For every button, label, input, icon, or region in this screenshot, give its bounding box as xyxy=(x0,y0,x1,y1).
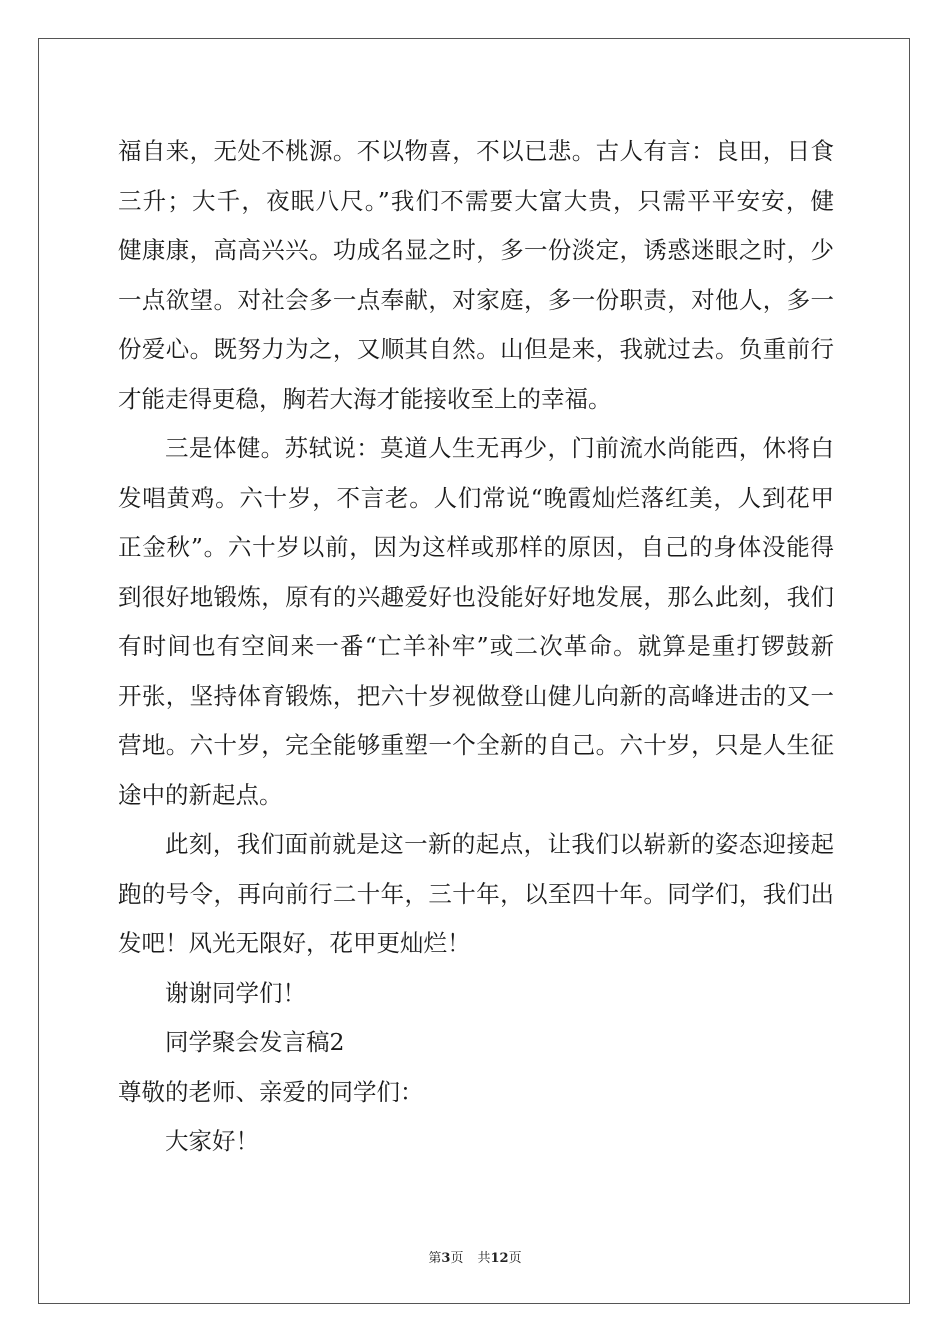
paragraph-line: 正金秋”。六十岁以前，因为这样或那样的原因，自己的身体没能得 xyxy=(118,533,834,561)
paragraph-line: 大家好！ xyxy=(165,1127,259,1155)
total-prefix: 共 xyxy=(477,1251,491,1266)
paragraph-line: 发唱黄鸡。六十岁，不言老。人们常说“晚霞灿烂落红美，人到花甲 xyxy=(118,483,834,512)
paragraph-line: 福自来，无处不桃源。不以物喜，不以已悲。古人有言：良田，日食 xyxy=(118,137,834,165)
page-prefix: 第 xyxy=(428,1251,442,1266)
paragraph-line: 健康康，高高兴兴。功成名显之时，多一份淡定，诱惑迷眼之时，少 xyxy=(118,236,834,264)
page-number: 3 xyxy=(441,1251,451,1266)
page-suffix: 页 xyxy=(450,1251,464,1266)
paragraph-line: 谢谢同学们！ xyxy=(165,978,306,1007)
paragraph-line: 开张，坚持体育锻炼，把六十岁视做登山健儿向新的高峰进击的又一 xyxy=(118,681,834,710)
total-pages: 12 xyxy=(490,1251,509,1266)
paragraph-line: 三升；大千，夜眠八尺。”我们不需要大富大贵，只需平平安安，健 xyxy=(118,186,834,215)
paragraph-line: 同学聚会发言稿2 xyxy=(165,1028,345,1056)
paragraph-line: 营地。六十岁，完全能够重塑一个全新的自己。六十岁，只是人生征 xyxy=(118,731,834,759)
paragraph-line: 途中的新起点。 xyxy=(118,780,283,809)
paragraph-line: 此刻，我们面前就是这一新的起点，让我们以崭新的姿态迎接起 xyxy=(165,830,834,858)
page-footer xyxy=(0,1247,950,1266)
paragraph-line: 尊敬的老师、亲爱的同学们： xyxy=(118,1077,424,1106)
paragraph-line: 有时间也有空间来一番“亡羊补牢”或二次革命。就算是重打锣鼓新 xyxy=(118,632,834,660)
paragraph-line: 三是体健。苏轼说：莫道人生无再少，门前流水尚能西，休将白 xyxy=(165,434,834,462)
total-suffix: 页 xyxy=(508,1251,522,1266)
paragraph-line: 发吧！风光无限好，花甲更灿烂！ xyxy=(118,929,471,957)
paragraph-line: 才能走得更稳，胸若大海才能接收至上的幸福。 xyxy=(118,384,612,413)
paragraph-line: 份爱心。既努力为之，又顺其自然。山但是来，我就过去。负重前行 xyxy=(118,335,834,363)
paragraph-line: 到很好地锻炼，原有的兴趣爱好也没能好好地发展，那么此刻，我们 xyxy=(118,582,834,611)
paragraph-line: 一点欲望。对社会多一点奉献，对家庭，多一份职责，对他人，多一 xyxy=(118,285,834,314)
document-body xyxy=(118,127,834,1167)
paragraph-line: 跑的号令，再向前行二十年，三十年，以至四十年。同学们，我们出 xyxy=(118,879,834,908)
